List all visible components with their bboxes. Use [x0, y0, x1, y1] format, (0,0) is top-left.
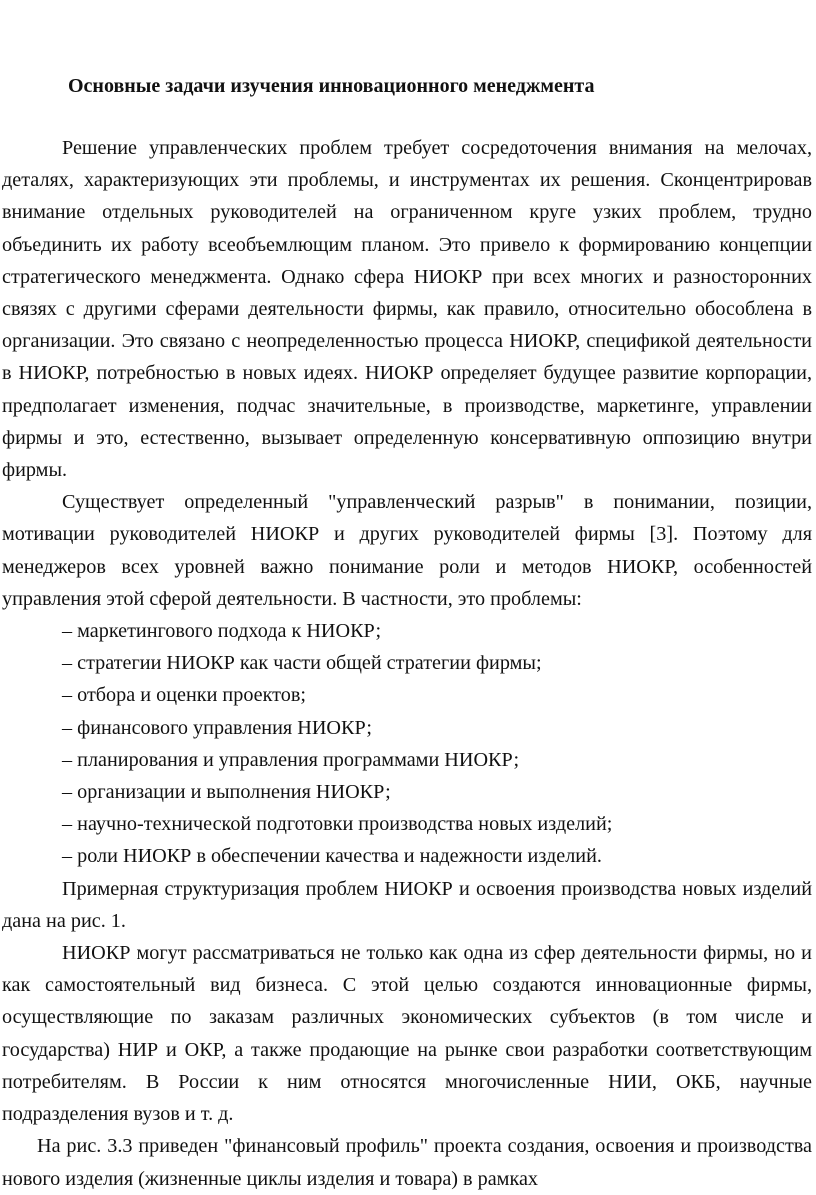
list-item: – маркетингового подхода к НИОКР; [62, 620, 382, 643]
paragraph-management-gap: Существует определенный "управленческий разрыв" в понимании, позиции, мотивации руководителей НИОКР и других руководителей фирмы [3]. Поэтому для менеджеров всех уровней важно понимание роли и методов НИОКР, особенностей управления этой сферой деятельности. В частности, это проблемы: [2, 491, 812, 610]
list-item: – научно-технической подготовки производства новых изделий; [62, 813, 613, 836]
paragraph-innovation-firms: НИОКР могут рассматриваться не только как одна из сфер деятельности фирмы, но и как самостоятельный вид бизнеса. С этой целью создаются инновационные фирмы, осуществляющие по заказам различных экономических субъектов (в том числе и государства) НИР и ОКР, а также продающие на рынке свои разработки соответствующим потребителям. В России к ним относятся многочисленные НИИ, ОКБ, научные подразделения вузов и т. д. [2, 942, 812, 1126]
list-item: – роли НИОКР в обеспечении качества и надежности изделий. [62, 845, 602, 868]
problems-list [2, 615, 812, 873]
list-item: – отбора и оценки проектов; [62, 684, 306, 707]
paragraph-structuring: Примерная структуризация проблем НИОКР и освоения производства новых изделий дана на рис. 1. [2, 877, 812, 932]
list-item: – организации и выполнения НИОКР; [62, 781, 391, 804]
list-item: – финансового управления НИОКР; [62, 716, 373, 739]
list-item: – планирования и управления программами НИОКР; [62, 748, 520, 771]
paragraph-intro: Решение управленческих проблем требует сосредоточения внимания на мелочах, деталях, характеризующих эти проблемы, и инструментах их решения. Сконцентрировав внимание отдельных руководителей на ограниченном круге узких проблем, трудно объединить их работу всеобъемлющим планом. Это привело к формированию концепции стратегического менеджмента. Однако сфера НИОКР при всех многих и разносторонних связях с другими сферами деятельности фирмы, как правило, относительно обособлена в организации. Это связано с неопределенностью процесса НИОКР, спецификой деятельности в НИОКР, потребностью в новых идеях. НИОКР определяет будущее развитие корпорации, предполагает изменения, подчас значительные, в производстве, маркетинге, управлении фирмы и это, естественно, вызывает определенную консервативную оппозицию внутри фирмы. [2, 137, 812, 482]
document-title: Основные задачи изучения инновационного менеджмента [68, 75, 595, 97]
document-body [2, 132, 812, 1195]
list-item: – стратегии НИОКР как части общей стратегии фирмы; [62, 652, 542, 675]
paragraph-financial-profile: На рис. 3.3 приведен "финансовый профиль" проекта создания, освоения и производства нового изделия (жизненные циклы изделия и товара) в рамках [2, 1135, 812, 1190]
